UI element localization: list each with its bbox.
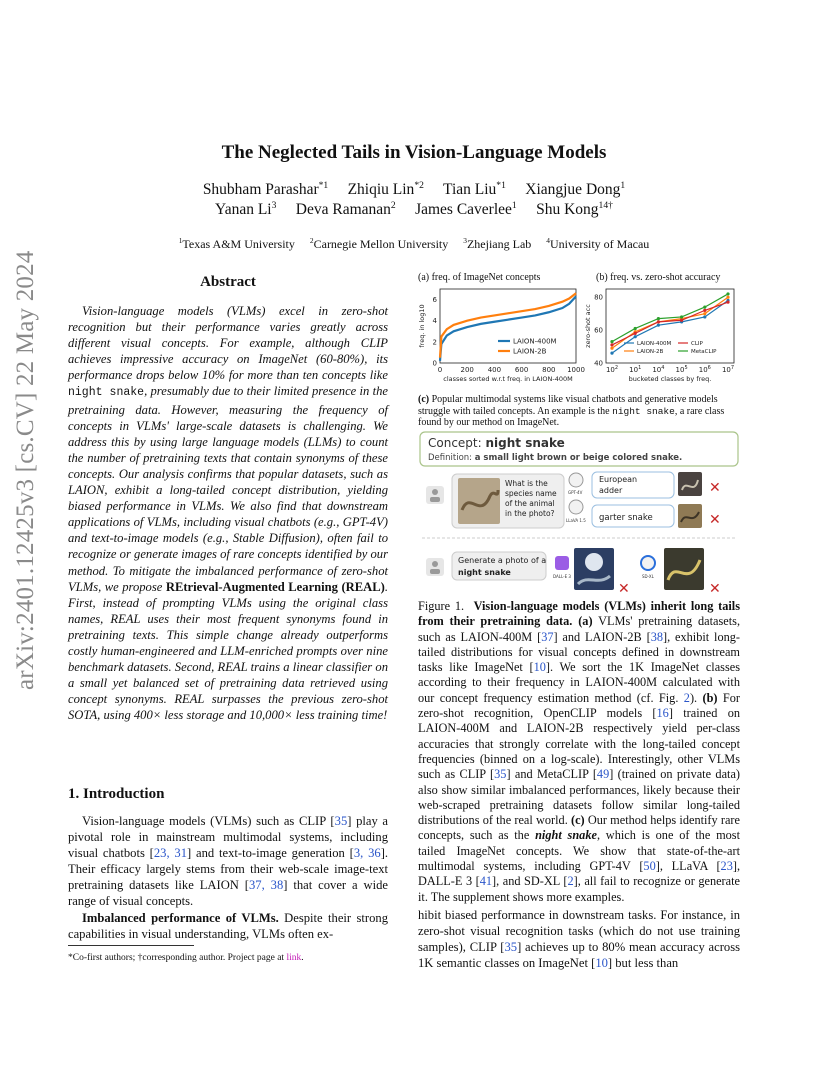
svg-text:European: European bbox=[599, 475, 638, 484]
x-axis-label: bucketed classes by freq. bbox=[628, 375, 712, 383]
legend-label: CLIP bbox=[691, 341, 703, 348]
figure-a-title: (a) freq. of ImageNet concepts bbox=[418, 272, 541, 283]
legend-label: LAION-2B bbox=[637, 349, 664, 356]
legend-label: MetaCLIP bbox=[691, 349, 717, 356]
svg-text:LLaVA 1.5: LLaVA 1.5 bbox=[566, 518, 586, 523]
svg-text:SD-XL: SD-XL bbox=[642, 574, 654, 579]
data-point bbox=[703, 312, 706, 315]
x-tick-label: $10^4$ bbox=[652, 365, 665, 374]
x-tick-label: $10^5$ bbox=[675, 365, 688, 374]
citation-link[interactable]: 37, 38 bbox=[249, 878, 284, 893]
arxiv-id: arXiv:2401.12425v3 [cs.CV] 22 May 2024 bbox=[12, 250, 39, 690]
llava-icon bbox=[569, 500, 583, 514]
series-line bbox=[440, 293, 576, 357]
data-point bbox=[726, 292, 729, 295]
section-heading: 1. Introduction bbox=[68, 786, 165, 802]
x-axis-label: classes sorted w.r.t freq. in LAION-400M bbox=[443, 375, 573, 383]
dalle-icon bbox=[555, 556, 569, 570]
fail-cross: ✕ bbox=[709, 512, 721, 528]
svg-text:species name: species name bbox=[505, 489, 557, 498]
citation-link[interactable]: 23 bbox=[720, 859, 733, 874]
author: James Caverlee$^1$ bbox=[415, 200, 517, 219]
citation-link[interactable]: 35 bbox=[494, 767, 507, 782]
y-tick-label: 4 bbox=[432, 317, 437, 326]
y-tick-label: 0 bbox=[432, 359, 437, 368]
author: Yanan Li$^3$ bbox=[215, 200, 277, 219]
project-link[interactable]: link bbox=[286, 953, 302, 963]
data-point bbox=[657, 317, 660, 320]
citation-link[interactable]: 10 bbox=[595, 956, 608, 971]
y-tick-label: 60 bbox=[594, 326, 603, 335]
data-point bbox=[634, 335, 637, 338]
citation-link[interactable]: 16 bbox=[656, 706, 669, 721]
author: Xiangjue Dong$^1$ bbox=[525, 180, 626, 199]
x-tick-label: 1000 bbox=[567, 366, 585, 374]
y-axis-label: zero-shot acc bbox=[584, 304, 592, 348]
y-tick-label: 40 bbox=[594, 359, 603, 368]
x-tick-label: 600 bbox=[514, 366, 529, 374]
svg-text:Concept: night snake: Concept: night snake bbox=[428, 436, 565, 450]
data-point bbox=[610, 347, 613, 350]
citation-link[interactable]: 35 bbox=[334, 814, 348, 828]
intro-continuation: hibit biased performance in downstream tasks. For instance, in zero-shot visual recognition tasks (which do not use training samples), CLIP [35] achieves up to 80% mean accuracy across 1K semantic classes on ImageNet [10] but less than bbox=[418, 908, 740, 971]
figure-b-title: (b) freq. vs. zero-shot accuracy bbox=[596, 272, 721, 283]
svg-text:Definition: a small light brow: Definition: a small light brown or beige colored snake. bbox=[428, 453, 683, 463]
snake-photo bbox=[458, 478, 500, 524]
data-point bbox=[610, 340, 613, 343]
svg-text:night snake: night snake bbox=[458, 568, 511, 577]
data-point bbox=[680, 319, 683, 322]
concept-illustration bbox=[418, 430, 740, 600]
series-line bbox=[612, 294, 728, 342]
x-tick-label: $10^7$ bbox=[721, 365, 735, 374]
x-tick-label: 0 bbox=[437, 366, 443, 374]
legend-label: LAION-400M bbox=[513, 337, 557, 346]
sdxl-icon bbox=[641, 556, 655, 570]
x-tick-label: 200 bbox=[460, 366, 474, 374]
fail-cross: ✕ bbox=[618, 581, 630, 597]
fail-cross: ✕ bbox=[709, 480, 721, 496]
citation-link[interactable]: 38 bbox=[650, 629, 663, 644]
figure-c-caption: (c) Popular multimodal systems like visual chatbots and generative models struggle with tailed concepts. An example is the night snake, a rare class found by our method on ImageNet. bbox=[418, 394, 725, 428]
x-tick-label: $10^2$ bbox=[605, 365, 619, 374]
svg-text:What is the: What is the bbox=[505, 479, 548, 488]
arxiv-sidebar bbox=[12, 250, 52, 690]
data-point bbox=[703, 309, 706, 312]
data-point bbox=[680, 315, 683, 318]
data-point bbox=[703, 315, 706, 318]
affiliations: $^1$Texas A&M University $^2$Carnegie Mellon University $^3$Zhejiang Lab $^4$University of Macau bbox=[178, 236, 650, 251]
citation-link[interactable]: 49 bbox=[596, 767, 610, 782]
fail-cross: ✕ bbox=[709, 581, 721, 597]
intro-body: Vision-language models (VLMs) such as CLIP [35] play a pivotal role in mainstream multimodal systems, including visual chatbots [23, 31] and text-to-image generation [3, 36]. Their efficacy largely stems from their web-scale image-text pretraining datasets like LAION [37, 38] that cover a wide range of visual concepts. Imbalanced performance of VLMs. Despite their strong capabilities in visual understanding, VLMs often ex- bbox=[68, 814, 389, 941]
author: Tian Liu$^{*1}$ bbox=[443, 180, 506, 199]
paper-title: The Neglected Tails in Vision-Language Models bbox=[221, 142, 607, 163]
citation-link[interactable]: 37 bbox=[541, 629, 554, 644]
abstract-body: Vision-language models (VLMs) excel in zero-shot recognition but their performance varies greatly across different visual concepts. For example, although CLIP achieves impressive accuracy on ImageNet (60-80%), its performance drops below 10% for more than ten concepts like night snake, presumably due to their limited presence in the pretraining data. However, measuring the frequency of concepts in VLMs' large-scale datasets is challenging. We address this by using large language models (LLMs) to count the number of pretraining texts that contain synonyms of these concepts. Our analysis confirms that popular datasets, such as LAION, exhibit a long-tailed concept distribution, yielding biased performance in VLMs. We also find that downstream applications of VLMs, including visual chatbots (e.g., GPT-4V) and text-to-image models (e.g., Stable Diffusion), often fail to recognize or generate images of rare concepts identified by our method. To mitigate the imbalanced performance of zero-shot VLMs, we propose REtrieval-Augmented Learning (REAL). First, instead of prompting VLMs using the original class names, REAL uses their most frequent synonyms found in pretraining texts. This simple change already outperforms costly human-engineered and LLM-enriched prompts over nine benchmark datasets. Second, REAL trains a linear classifier on a small yet balanced set of pretraining data retrieved using concept synonyms. REAL surpasses the previous zero-shot SOTA, using 400× less storage and 10,000× less training time! bbox=[68, 304, 389, 723]
y-tick-label: 80 bbox=[594, 293, 603, 302]
abstract-heading: Abstract bbox=[200, 274, 256, 290]
citation-link[interactable]: 2 bbox=[567, 874, 574, 889]
gpt4v-icon bbox=[569, 473, 583, 487]
data-point bbox=[726, 296, 729, 299]
figure-caption: Figure 1. Vision-language models (VLMs) inherit long tails from their pretraining data. (a) VLMs' pretraining datasets, such as LAION-400M [37] and LAION-2B [38], exhibit long-tailed distributions for visual concepts defined in downstream tasks like ImageNet [10]. We sort the 1K ImageNet classes according to their frequency in LAION-400M calculated with our concept frequency estimation method (cf. Fig. 2). (b) For zero-shot recognition, OpenCLIP models [16] trained on LAION-400M and LAION-2B respectively yield per-class accuracies that strongly correlate with the long-tailed concept frequencies (binned on a log-scale). Interestingly, other VLMs such as CLIP [35] and MetaCLIP [49] (trained on private data) also show similar imbalanced performances, likely because their web-scraped pretraining datasets follow similar long-tailed distributions of the real world. (c) Our method helps identify rare concepts, such as the night snake, which is one of the most tailed ImageNet concepts. We show that state-of-the-art multimodal systems, including GPT-4V [50], LLaVA [23], DALL-E 3 [41], and SD-XL [2], all fail to recognize or generate it. The supplement shows more examples. bbox=[418, 599, 741, 904]
y-axis-label: freq. in log10 bbox=[418, 304, 426, 348]
svg-text:of the animal: of the animal bbox=[505, 499, 555, 508]
adder-image bbox=[678, 472, 702, 496]
data-point bbox=[610, 352, 613, 355]
data-point bbox=[726, 301, 729, 304]
data-point bbox=[657, 320, 660, 323]
svg-text:GPT-4V: GPT-4V bbox=[568, 490, 583, 495]
svg-text:garter snake: garter snake bbox=[599, 513, 653, 523]
chart-b bbox=[580, 283, 742, 388]
legend-label: LAION-400M bbox=[637, 341, 672, 348]
citation-link[interactable]: 35 bbox=[504, 940, 518, 955]
svg-text:Generate a photo of a: Generate a photo of a bbox=[458, 556, 547, 565]
citation-link[interactable]: 41 bbox=[479, 874, 493, 889]
data-point bbox=[634, 332, 637, 335]
legend-label: LAION-2B bbox=[513, 347, 547, 356]
svg-text:DALL-E 3: DALL-E 3 bbox=[553, 574, 571, 579]
generated-image-2 bbox=[664, 548, 704, 590]
authors-line-2 bbox=[0, 200, 828, 219]
x-tick-label: $10^1$ bbox=[629, 365, 642, 374]
data-point bbox=[657, 324, 660, 327]
svg-text:in the photo?: in the photo? bbox=[505, 509, 555, 518]
data-point bbox=[610, 343, 613, 346]
y-tick-label: 2 bbox=[432, 338, 437, 347]
citation-link[interactable]: 10 bbox=[533, 660, 546, 675]
svg-text:adder: adder bbox=[599, 486, 623, 495]
author: Zhiqiu Lin$^{*2}$ bbox=[347, 180, 424, 199]
x-tick-label: 400 bbox=[487, 366, 502, 374]
citation-link[interactable]: 23, 31 bbox=[153, 846, 188, 861]
x-tick-label: $10^6$ bbox=[698, 365, 711, 374]
citation-link[interactable]: 3, 36 bbox=[353, 846, 381, 861]
chart-a bbox=[416, 283, 586, 388]
data-point bbox=[703, 305, 706, 308]
author: Shu Kong$^{14\dagger}$ bbox=[536, 200, 613, 219]
citation-link[interactable]: 2 bbox=[683, 690, 690, 705]
garter-snake-image bbox=[678, 504, 702, 528]
footnote: *Co-first authors; †corresponding author. Project page at link. bbox=[68, 953, 304, 963]
data-point bbox=[634, 327, 637, 330]
y-tick-label: 6 bbox=[432, 296, 437, 305]
citation-link[interactable]: 50 bbox=[643, 859, 656, 874]
x-tick-label: 800 bbox=[542, 366, 556, 374]
footnote-rule bbox=[68, 945, 194, 946]
author: Shubham Parashar$^{*1}$ bbox=[202, 180, 329, 199]
author: Deva Ramanan$^2$ bbox=[295, 200, 396, 219]
authors-line-1 bbox=[0, 180, 828, 199]
